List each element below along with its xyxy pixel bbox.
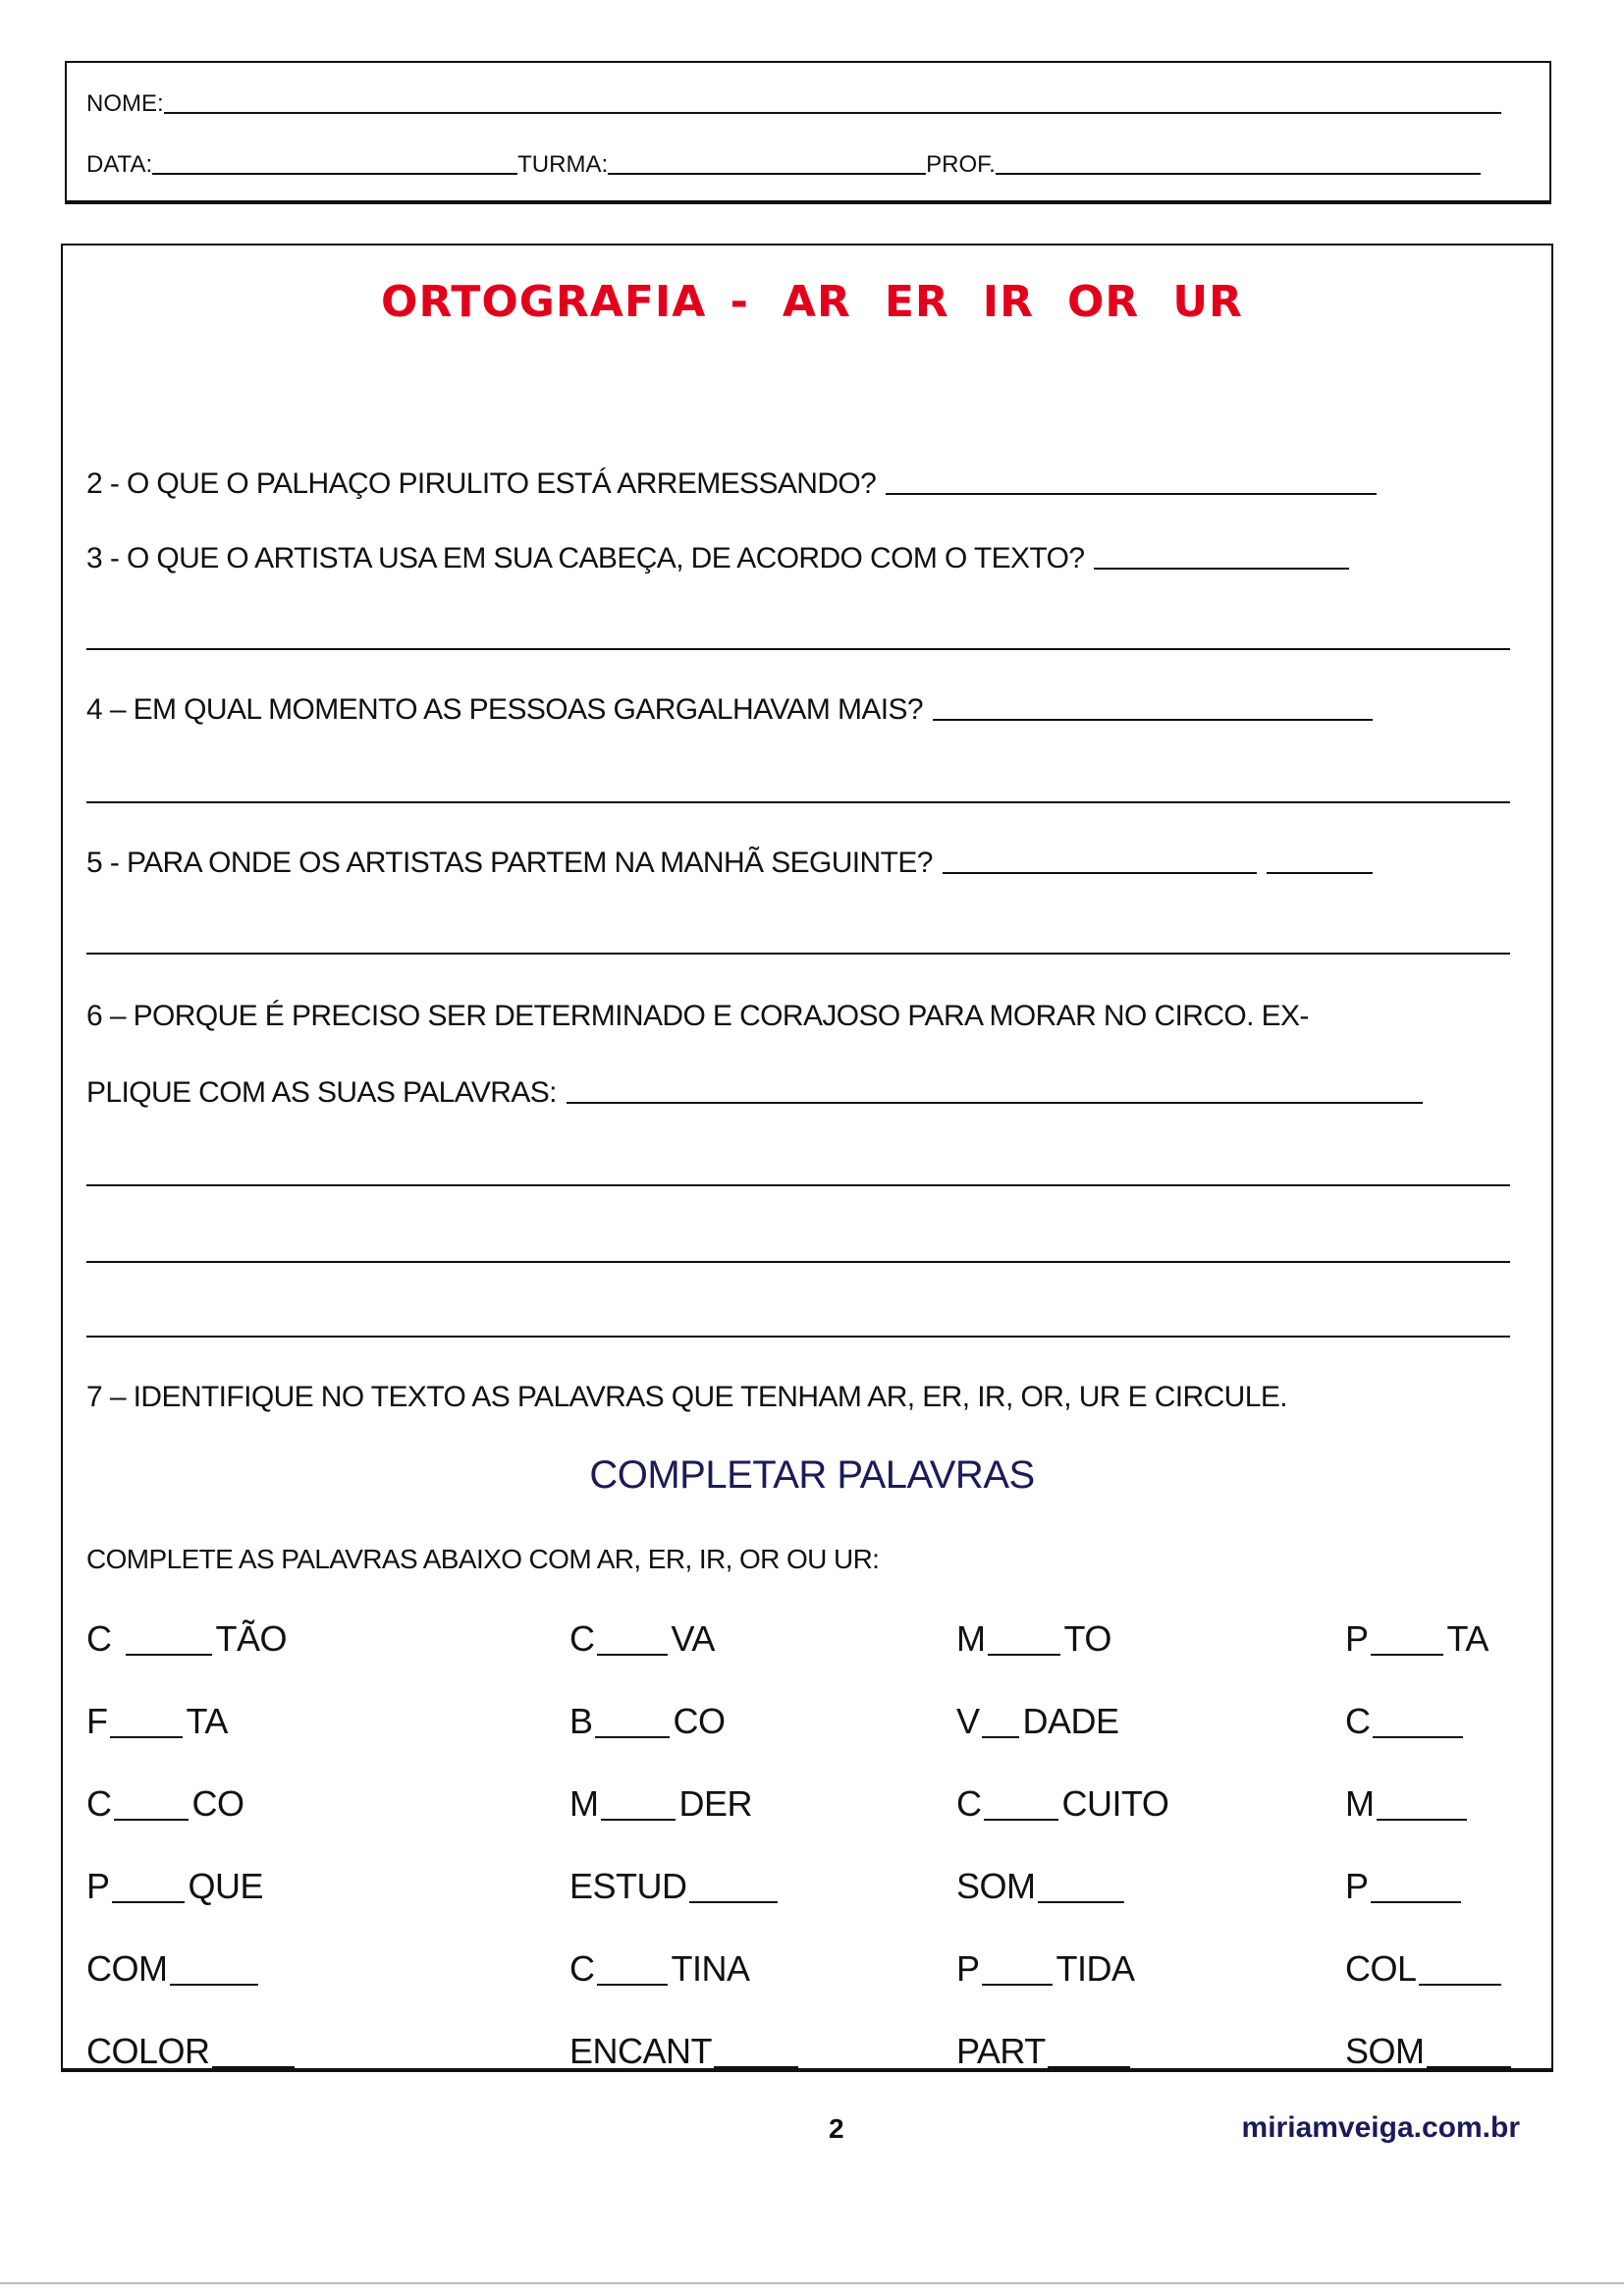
word-prefix: C (569, 1948, 595, 1989)
page-number: 2 (829, 2113, 844, 2144)
word-blank[interactable] (1048, 2066, 1130, 2068)
word-blank[interactable] (1373, 1736, 1463, 1738)
word-item (956, 1866, 1128, 1907)
word-suffix: VA (671, 1618, 715, 1659)
word-blank[interactable] (982, 1984, 1053, 1986)
word-item (569, 2031, 802, 2072)
answer-line[interactable] (943, 872, 1257, 874)
word-blank[interactable] (114, 1819, 189, 1821)
word-item (86, 1701, 228, 1742)
word-item (1345, 1701, 1467, 1742)
class-label: TURMA: (517, 151, 609, 178)
word-prefix: PART (956, 2031, 1046, 2071)
answer-line[interactable] (86, 801, 1510, 803)
word-blank[interactable] (1038, 1901, 1124, 1903)
word-prefix: C (86, 1618, 112, 1659)
question-6-text: 6 – PORQUE É PRECISO SER DETERMINADO E CORAJOSO PARA MORAR NO CIRCO. EX- (86, 1000, 1309, 1032)
word-item (956, 1948, 1135, 1990)
word-blank[interactable] (714, 2066, 798, 2068)
word-item (86, 1948, 262, 1990)
word-blank[interactable] (689, 1901, 778, 1903)
answer-line[interactable] (1267, 872, 1373, 874)
word-suffix: DER (678, 1783, 753, 1824)
question-6-continuation (86, 1076, 1423, 1110)
teacher-label: PROF. (926, 151, 996, 178)
word-prefix: M (956, 1618, 986, 1659)
word-prefix: P (1345, 1866, 1369, 1906)
website-link[interactable]: miriamveiga.com.br (1241, 2111, 1520, 2144)
worksheet-box (61, 244, 1553, 2072)
name-label: NOME: (86, 90, 164, 117)
word-item (1345, 1618, 1489, 1660)
teacher-line[interactable] (996, 173, 1481, 175)
word-item (956, 1783, 1168, 1825)
word-prefix: B (569, 1701, 593, 1741)
word-suffix: CO (191, 1783, 244, 1824)
word-prefix: C (956, 1783, 982, 1824)
answer-line[interactable] (933, 719, 1373, 721)
question-6-continuation-text: PLIQUE COM AS SUAS PALAVRAS: (86, 1076, 557, 1109)
word-item (1345, 2031, 1515, 2072)
word-suffix: CO (673, 1701, 726, 1741)
word-prefix: ENCANT (569, 2031, 713, 2071)
word-item (1345, 1783, 1471, 1825)
word-prefix: P (86, 1866, 110, 1906)
date-field[interactable] (86, 151, 1481, 179)
word-item (569, 1701, 726, 1742)
word-blank[interactable] (595, 1736, 670, 1738)
word-item (569, 1618, 715, 1660)
section-instruction: COMPLETE AS PALAVRAS ABAIXO COM AR, ER, IR, OR OU UR: (86, 1544, 880, 1574)
word-blank[interactable] (1377, 1819, 1467, 1821)
word-item (1345, 1948, 1505, 1990)
word-blank[interactable] (984, 1819, 1058, 1821)
answer-line[interactable] (86, 1184, 1510, 1186)
student-info-box (65, 61, 1551, 204)
answer-line[interactable] (886, 493, 1377, 495)
word-prefix: C (1345, 1701, 1371, 1741)
answer-line[interactable] (86, 1261, 1510, 1263)
word-blank[interactable] (212, 2066, 295, 2068)
question-7-text: 7 – IDENTIFIQUE NO TEXTO AS PALAVRAS QUE TENHAM AR, ER, IR, OR, UR E CIRCULE. (86, 1381, 1287, 1413)
answer-line[interactable] (86, 1336, 1510, 1338)
word-prefix: COL (1345, 1948, 1417, 1989)
word-prefix: COM (86, 1948, 168, 1989)
word-prefix: C (86, 1783, 112, 1824)
word-item (1345, 1866, 1465, 1907)
word-suffix: TO (1063, 1618, 1111, 1659)
word-prefix: M (569, 1783, 599, 1824)
title-suffix-ar: AR (782, 277, 851, 327)
word-prefix: SOM (956, 1866, 1036, 1906)
answer-line[interactable] (86, 648, 1510, 650)
word-blank[interactable] (1419, 1984, 1501, 1986)
word-prefix: C (569, 1618, 595, 1659)
word-blank[interactable] (110, 1736, 183, 1738)
word-prefix: SOM (1345, 2031, 1425, 2071)
word-blank[interactable] (1427, 2066, 1511, 2068)
name-line[interactable] (164, 112, 1501, 114)
word-suffix: TINA (671, 1948, 750, 1989)
word-suffix: CUITO (1061, 1783, 1169, 1824)
word-suffix: TA (186, 1701, 228, 1741)
title-suffix-ur: UR (1172, 277, 1243, 327)
word-item (956, 2031, 1134, 2072)
word-blank[interactable] (988, 1654, 1060, 1656)
word-prefix: P (956, 1948, 980, 1989)
word-blank[interactable] (1371, 1901, 1461, 1903)
word-item (569, 1866, 782, 1907)
word-suffix: TIDA (1056, 1948, 1135, 1989)
word-prefix: V (956, 1701, 980, 1741)
date-label: DATA: (86, 151, 153, 178)
word-blank[interactable] (126, 1654, 212, 1656)
word-blank[interactable] (982, 1736, 1019, 1738)
question-3 (86, 542, 1349, 575)
answer-line[interactable] (1094, 568, 1349, 570)
title-suffix-ir: IR (982, 277, 1035, 327)
question-4-text: 4 – EM QUAL MOMENTO AS PESSOAS GARGALHAVAM MAIS? (86, 693, 923, 726)
word-prefix: P (1345, 1618, 1369, 1659)
word-item (86, 1783, 244, 1825)
word-suffix: DADE (1022, 1701, 1119, 1741)
word-prefix: M (1345, 1783, 1375, 1824)
question-5 (86, 847, 1373, 880)
word-suffix: TÃO (215, 1618, 288, 1659)
class-line[interactable] (608, 173, 926, 175)
word-item (86, 1618, 287, 1660)
title-suffix-or: OR (1067, 277, 1140, 327)
word-item (569, 1948, 750, 1990)
title-suffix-er: ER (884, 277, 949, 327)
word-prefix: ESTUD (569, 1866, 687, 1906)
word-prefix: COLOR (86, 2031, 210, 2071)
page-edge (0, 2282, 1624, 2284)
question-2-text: 2 - O QUE O PALHAÇO PIRULITO ESTÁ ARREMESSANDO? (86, 467, 877, 500)
title-main: ORTOGRAFIA - (381, 277, 749, 327)
word-blank[interactable] (597, 1654, 668, 1656)
date-line[interactable] (152, 173, 517, 175)
word-item (86, 2031, 298, 2072)
question-7 (86, 1381, 1287, 1414)
question-5-text: 5 - PARA ONDE OS ARTISTAS PARTEM NA MANHÃ SEGUINTE? (86, 847, 933, 879)
question-4 (86, 693, 1373, 727)
word-item (956, 1618, 1111, 1660)
word-item (569, 1783, 752, 1825)
question-2 (86, 467, 1377, 501)
word-blank[interactable] (170, 1984, 258, 1986)
word-blank[interactable] (112, 1901, 185, 1903)
question-3-text: 3 - O QUE O ARTISTA USA EM SUA CABEÇA, DE ACORDO COM O TEXTO? (86, 542, 1085, 574)
word-blank[interactable] (1371, 1654, 1443, 1656)
word-blank[interactable] (601, 1819, 676, 1821)
word-suffix: TA (1446, 1618, 1489, 1659)
section-title: COMPLETAR PALAVRAS (589, 1453, 1035, 1497)
name-field[interactable] (86, 90, 1501, 118)
word-blank[interactable] (597, 1984, 668, 1986)
word-item (86, 1866, 263, 1907)
word-prefix: F (86, 1701, 108, 1741)
word-suffix: QUE (188, 1866, 264, 1906)
word-item (956, 1701, 1119, 1742)
question-6 (86, 1000, 1309, 1033)
answer-line[interactable] (567, 1102, 1423, 1104)
answer-line[interactable] (86, 953, 1510, 955)
page-title (0, 277, 1624, 336)
